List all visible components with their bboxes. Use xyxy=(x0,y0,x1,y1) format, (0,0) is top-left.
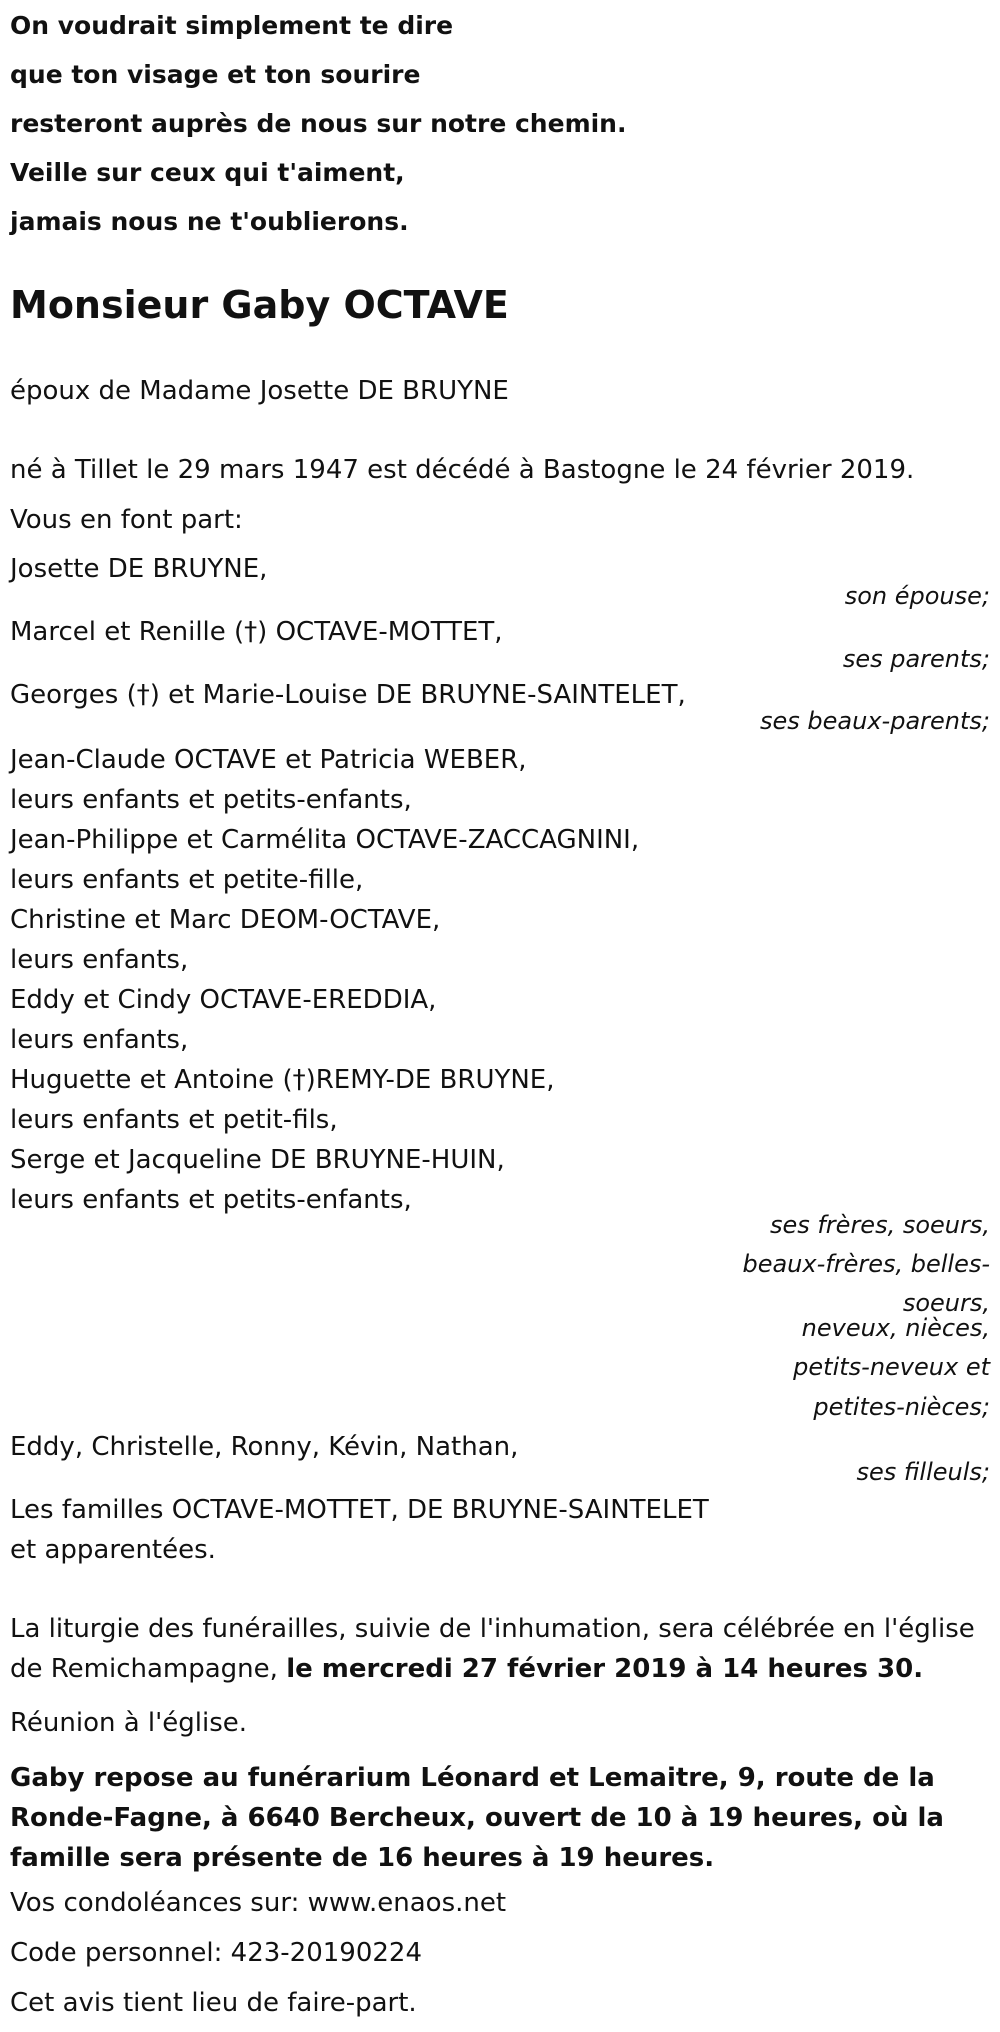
families-line: et apparentées. xyxy=(10,1535,216,1565)
birth-death-line: né à Tillet le 29 mars 1947 est décédé à Bastogne le 24 février 2019. xyxy=(10,455,915,485)
poem-line-4: Veille sur ceux qui t'aiment, xyxy=(10,158,405,187)
relation-siblings: neveux, nièces, xyxy=(801,1314,990,1342)
announce-line: Vous en font part: xyxy=(10,505,243,535)
sibling-line: Jean-Claude OCTAVE et Patricia WEBER, xyxy=(10,745,527,775)
repose-paragraph: Gaby repose au funérarium Léonard et Lemaitre, 9, route de la Ronde-Fagne, à 6640 Bercheux, ouvert de 10 à 19 heures, où la famille sera présente de 16 heures à 19 heures. xyxy=(10,1763,944,1873)
poem-line-2: que ton visage et ton sourire xyxy=(10,60,421,89)
condolences-line: Vos condoléances sur: www.enaos.net xyxy=(10,1888,507,1918)
deceased-name: Monsieur Gaby OCTAVE xyxy=(10,283,509,327)
poem-line-1: On voudrait simplement te dire xyxy=(10,11,454,40)
family-parents: Marcel et Renille (†) OCTAVE-MOTTET, xyxy=(10,617,503,647)
sibling-line: Jean-Philippe et Carmélita OCTAVE-ZACCAGNINI, xyxy=(10,825,640,855)
relation-siblings: ses frères, soeurs, xyxy=(769,1211,990,1239)
sibling-line: Eddy et Cindy OCTAVE-EREDDIA, xyxy=(10,985,437,1015)
relation-spouse: son épouse; xyxy=(844,582,990,610)
sibling-line: leurs enfants, xyxy=(10,945,189,975)
sibling-line: leurs enfants, xyxy=(10,1025,189,1055)
sibling-line: Huguette et Antoine (†)REMY-DE BRUYNE, xyxy=(10,1065,555,1095)
sibling-line: leurs enfants et petits-enfants, xyxy=(10,785,412,815)
sibling-line: leurs enfants et petits-enfants, xyxy=(10,1185,412,1215)
liturgy-text: La liturgie des funérailles, suivie de l'inhumation, sera célébrée en l'église de Remichampagne, xyxy=(10,1614,975,1684)
liturgy-paragraph xyxy=(10,1609,990,1689)
family-spouse: Josette DE BRUYNE, xyxy=(10,554,268,584)
families-line: Les familles OCTAVE-MOTTET, DE BRUYNE-SAINTELET xyxy=(10,1495,709,1525)
meeting-line: Réunion à l'église. xyxy=(10,1708,248,1738)
relation-siblings: soeurs, xyxy=(902,1289,990,1317)
sibling-line: leurs enfants et petit-fils, xyxy=(10,1105,338,1135)
notice-line: Cet avis tient lieu de faire-part. xyxy=(10,1988,417,2018)
sibling-line: Serge et Jacqueline DE BRUYNE-HUIN, xyxy=(10,1145,505,1175)
relation-godchildren: ses filleuls; xyxy=(856,1458,990,1486)
sibling-line: Christine et Marc DEOM-OCTAVE, xyxy=(10,905,441,935)
family-godchildren: Eddy, Christelle, Ronny, Kévin, Nathan, xyxy=(10,1432,519,1462)
spouse-line: époux de Madame Josette DE BRUYNE xyxy=(10,376,509,406)
sibling-line: leurs enfants et petite-fille, xyxy=(10,865,364,895)
poem-line-3: resteront auprès de nous sur notre chemin. xyxy=(10,109,627,138)
relation-in-laws: ses beaux-parents; xyxy=(760,707,990,735)
relation-siblings: petites-nièces; xyxy=(813,1393,990,1421)
personal-code-line: Code personnel: 423-20190224 xyxy=(10,1938,423,1968)
relation-parents: ses parents; xyxy=(842,645,990,673)
liturgy-date: le mercredi 27 février 2019 à 14 heures 30. xyxy=(286,1654,924,1684)
family-in-laws: Georges (†) et Marie-Louise DE BRUYNE-SAINTELET, xyxy=(10,680,686,710)
poem-line-5: jamais nous ne t'oublierons. xyxy=(10,207,409,236)
relation-siblings: petits-neveux et xyxy=(793,1353,990,1381)
relation-siblings: beaux-frères, belles- xyxy=(742,1250,990,1278)
